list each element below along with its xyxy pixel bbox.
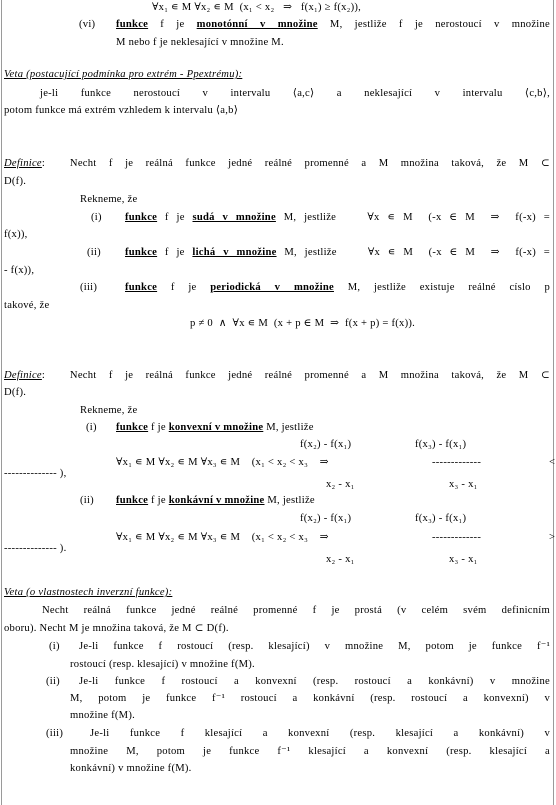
fraction-bar: ------------- — [432, 457, 482, 468]
formula-line: p ≠ 0 ∧ ∀x ∊ M (x + p ∈ M ⇒ f(x + p) = f(x)). — [190, 318, 416, 329]
definition-label: Definice — [4, 370, 42, 381]
definition-line: D(f). — [4, 176, 27, 187]
item-vi-line — [116, 18, 550, 31]
item-line — [125, 211, 550, 224]
fraction-denominator: x₂ - x₁ — [326, 479, 355, 490]
item-number: (i) — [86, 422, 97, 433]
text: f je — [157, 247, 193, 258]
item-vi-line2: M nebo f je neklesající v množine M. — [116, 37, 284, 48]
fraction-bar: ------------- — [432, 532, 482, 543]
term-monotonni: monotónní v množine — [196, 19, 318, 30]
theorem-line: Necht reálná funkce jedné reálné promenné f je prostá (v celém svém definicním — [42, 605, 550, 616]
item-line: rostoucí (resp. klesající) v množine f(M). — [70, 659, 255, 670]
fraction-numerator: f(x₃) - f(x₁) — [415, 513, 467, 524]
item-line: Je-li funkce f rostoucí a konvexní (resp. rostoucí a konkávní) v množine — [79, 676, 550, 687]
definition-line — [4, 369, 550, 382]
text: M, jestliže — [264, 495, 315, 506]
item-line: konkávní) v množine f(M). — [70, 763, 192, 774]
item-line — [125, 281, 550, 294]
item-line: Je-li funkce f rostoucí (resp. klesající) v množine M, potom je funkce f⁻¹ — [79, 641, 550, 652]
item-line: M, potom je funkce f⁻¹ rostoucí a konkávní (resp. rostoucí a konvexní) v — [70, 693, 550, 704]
text: M, jestliže f je nerostoucí v množine — [317, 19, 550, 30]
definition-line — [4, 157, 550, 170]
item-line — [125, 246, 550, 259]
item-line — [116, 494, 315, 507]
theorem-line: potom funkce má extrém vzhledem k intervalu ⟨a,b⟩ — [4, 105, 239, 116]
term-suda: sudá v množine — [192, 212, 276, 223]
term-periodicka: periodická v množine — [210, 282, 334, 293]
item-line: Je-li funkce f klesající a konvexní (resp. klesající a konkávní) v — [90, 728, 550, 739]
item-line — [116, 421, 314, 434]
text: f je — [148, 495, 169, 506]
text: f je — [148, 422, 169, 433]
text: M, jestliže existuje reálné císlo p — [333, 282, 551, 293]
item-number: (ii) — [87, 247, 101, 258]
page-left-border — [1, 0, 2, 805]
item-line: množine f(M). — [70, 710, 136, 721]
relation-sign: < — [549, 457, 556, 468]
item-line: f(x)), — [4, 229, 28, 240]
fraction-denominator: x₃ - x₁ — [449, 554, 478, 565]
definition-line: D(f). — [4, 387, 27, 398]
item-number: (i) — [49, 641, 60, 652]
fraction-numerator: f(x₃) - f(x₁) — [415, 439, 467, 450]
definition-line: Rekneme, že — [80, 405, 138, 416]
fraction-denominator: x₂ - x₁ — [326, 554, 355, 565]
text: M, jestliže ∀x ∊ M (-x ∈ M ⇒ f(-x) = — [276, 247, 551, 258]
text: f je — [148, 19, 197, 30]
term-licha: lichá v množine — [192, 247, 277, 258]
term-funkce: funkce — [116, 19, 149, 30]
item-number: (ii) — [80, 495, 94, 506]
theorem-line: oboru). Necht M je množina taková, že M ⊂ D(f). — [4, 623, 229, 634]
text: f je — [157, 282, 211, 293]
fraction-bar: -------------- ). — [4, 543, 67, 554]
fraction-numerator: f(x₂) - f(x₁) — [300, 513, 352, 524]
item-number: (ii) — [46, 676, 60, 687]
formula-line: ∀x₁ ∊ M ∀x₂ ∊ M ∀x₃ ∊ M (x₁ < x₂ < x₃ ⇒ — [116, 532, 329, 543]
text: M, jestliže — [263, 422, 314, 433]
item-number: (i) — [91, 212, 102, 223]
term-konvexni: konvexní v množine — [168, 422, 264, 433]
item-line: - f(x)), — [4, 265, 35, 276]
text: f je — [157, 212, 193, 223]
formula-line: ∀x₁ ∊ M ∀x₂ ∊ M ∀x₃ ∊ M (x₁ < x₂ < x₃ ⇒ — [116, 457, 329, 468]
item-number: (iii) — [80, 282, 98, 293]
item-number: (vi) — [79, 19, 96, 30]
definition-line: Rekneme, že — [80, 194, 138, 205]
fraction-bar: -------------- ), — [4, 468, 67, 479]
theorem-line: je-li funkce nerostoucí v intervalu ⟨a,c⟩ a neklesající v intervalu ⟨c,b⟩, — [40, 88, 550, 99]
formula-line: ∀x₁ ∊ M ∀x₂ ∊ M (x₁ < x₂ ⇒ f(x₁) ≥ f(x₂)), — [152, 2, 362, 13]
term-funkce: funkce — [125, 282, 158, 293]
page-right-border — [553, 0, 554, 805]
fraction-numerator: f(x₂) - f(x₁) — [300, 439, 352, 450]
fraction-denominator: x₃ - x₁ — [449, 479, 478, 490]
text: : Necht f je reálná funkce jedné reálné promenné a M množina taková, že M ⊂ — [41, 370, 550, 381]
term-funkce: funkce — [125, 247, 158, 258]
definition-label: Definice — [4, 158, 42, 169]
item-line: takové, že — [4, 300, 50, 311]
text: : Necht f je reálná funkce jedné reálné promenné a M množina taková, že M ⊂ — [41, 158, 550, 169]
theorem-title: Veta (o vlastnostech inverzní funkce): — [4, 587, 173, 598]
term-konkavni: konkávní v množine — [168, 495, 265, 506]
theorem-title: Veta (postacující podmínka pro extrém - Ppextrému): — [4, 69, 243, 80]
relation-sign: > — [549, 532, 556, 543]
term-funkce: funkce — [116, 422, 149, 433]
item-line: množine M, potom je funkce f⁻¹ klesající a konvexní (resp. klesající a — [70, 746, 550, 757]
term-funkce: funkce — [125, 212, 158, 223]
item-number: (iii) — [46, 728, 64, 739]
text: M, jestliže ∀x ∊ M (-x ∈ M ⇒ f(-x) = — [275, 212, 550, 223]
term-funkce: funkce — [116, 495, 149, 506]
